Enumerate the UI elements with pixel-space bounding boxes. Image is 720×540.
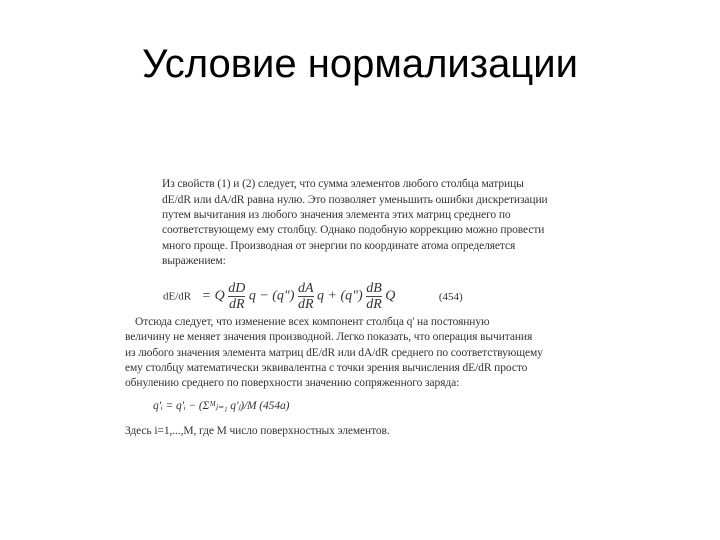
- denominator: dR: [366, 297, 382, 312]
- text-line: обнулению среднего по поверхности значению сопряженного заряда:: [125, 377, 460, 389]
- text-line: Здесь i=1,...,M, где M число поверхностных элементов.: [125, 425, 390, 437]
- text-line: путем вычитания из любого значения элемента этих матриц среднего по: [162, 209, 511, 221]
- text-line: Отсюда следует, что изменение всех компонент столбца q' на постоянную: [135, 316, 490, 328]
- numerator: dA: [297, 281, 314, 296]
- numerator: dB: [366, 281, 382, 296]
- equation-term: Q: [385, 288, 396, 304]
- equation-number: (454): [438, 290, 463, 303]
- text-line: выражением:: [162, 255, 226, 267]
- fraction: [298, 281, 314, 312]
- text-line: много проще. Производная от энергии по координате атома определяется: [162, 240, 516, 252]
- numerator: dD: [228, 281, 246, 296]
- slide-title: Условие нормализации: [142, 42, 578, 86]
- formula-454a: q'ᵢ = q'ᵢ − (Σᴹⱼ₌₁ q'ⱼ)/M (454a): [153, 400, 290, 412]
- fraction: [228, 281, 245, 312]
- text-line: из любого значения элемента матриц dE/dR или dA/dR среднего по соответствующему: [125, 347, 543, 359]
- text-line: ему столбцу математически эквивалентна с точки зрения вычисления dE/dR просто: [125, 362, 528, 374]
- text-line: величину не меняет значения производной. Легко показать, что операция вычитания: [125, 331, 533, 343]
- denominator: dR: [228, 297, 245, 312]
- equation-term: q + (q"): [317, 288, 363, 304]
- text-line: dE/dR или dA/dR равна нулю. Это позволяет уменьшить ошибки дискретизации: [162, 194, 548, 206]
- text-line: Из свойств (1) и (2) следует, что сумма элементов любого столбца матрицы: [162, 178, 524, 190]
- equation-term: = Q: [201, 288, 225, 304]
- text-line: соответствующему ему столбцу. Однако подобную коррекцию можно провести: [162, 224, 545, 236]
- equation-lhs: dE/dR: [163, 290, 192, 303]
- equation-454: [163, 281, 463, 312]
- denominator: dR: [297, 297, 314, 312]
- fraction: [366, 281, 382, 312]
- equation-term: q − (q"): [248, 288, 295, 304]
